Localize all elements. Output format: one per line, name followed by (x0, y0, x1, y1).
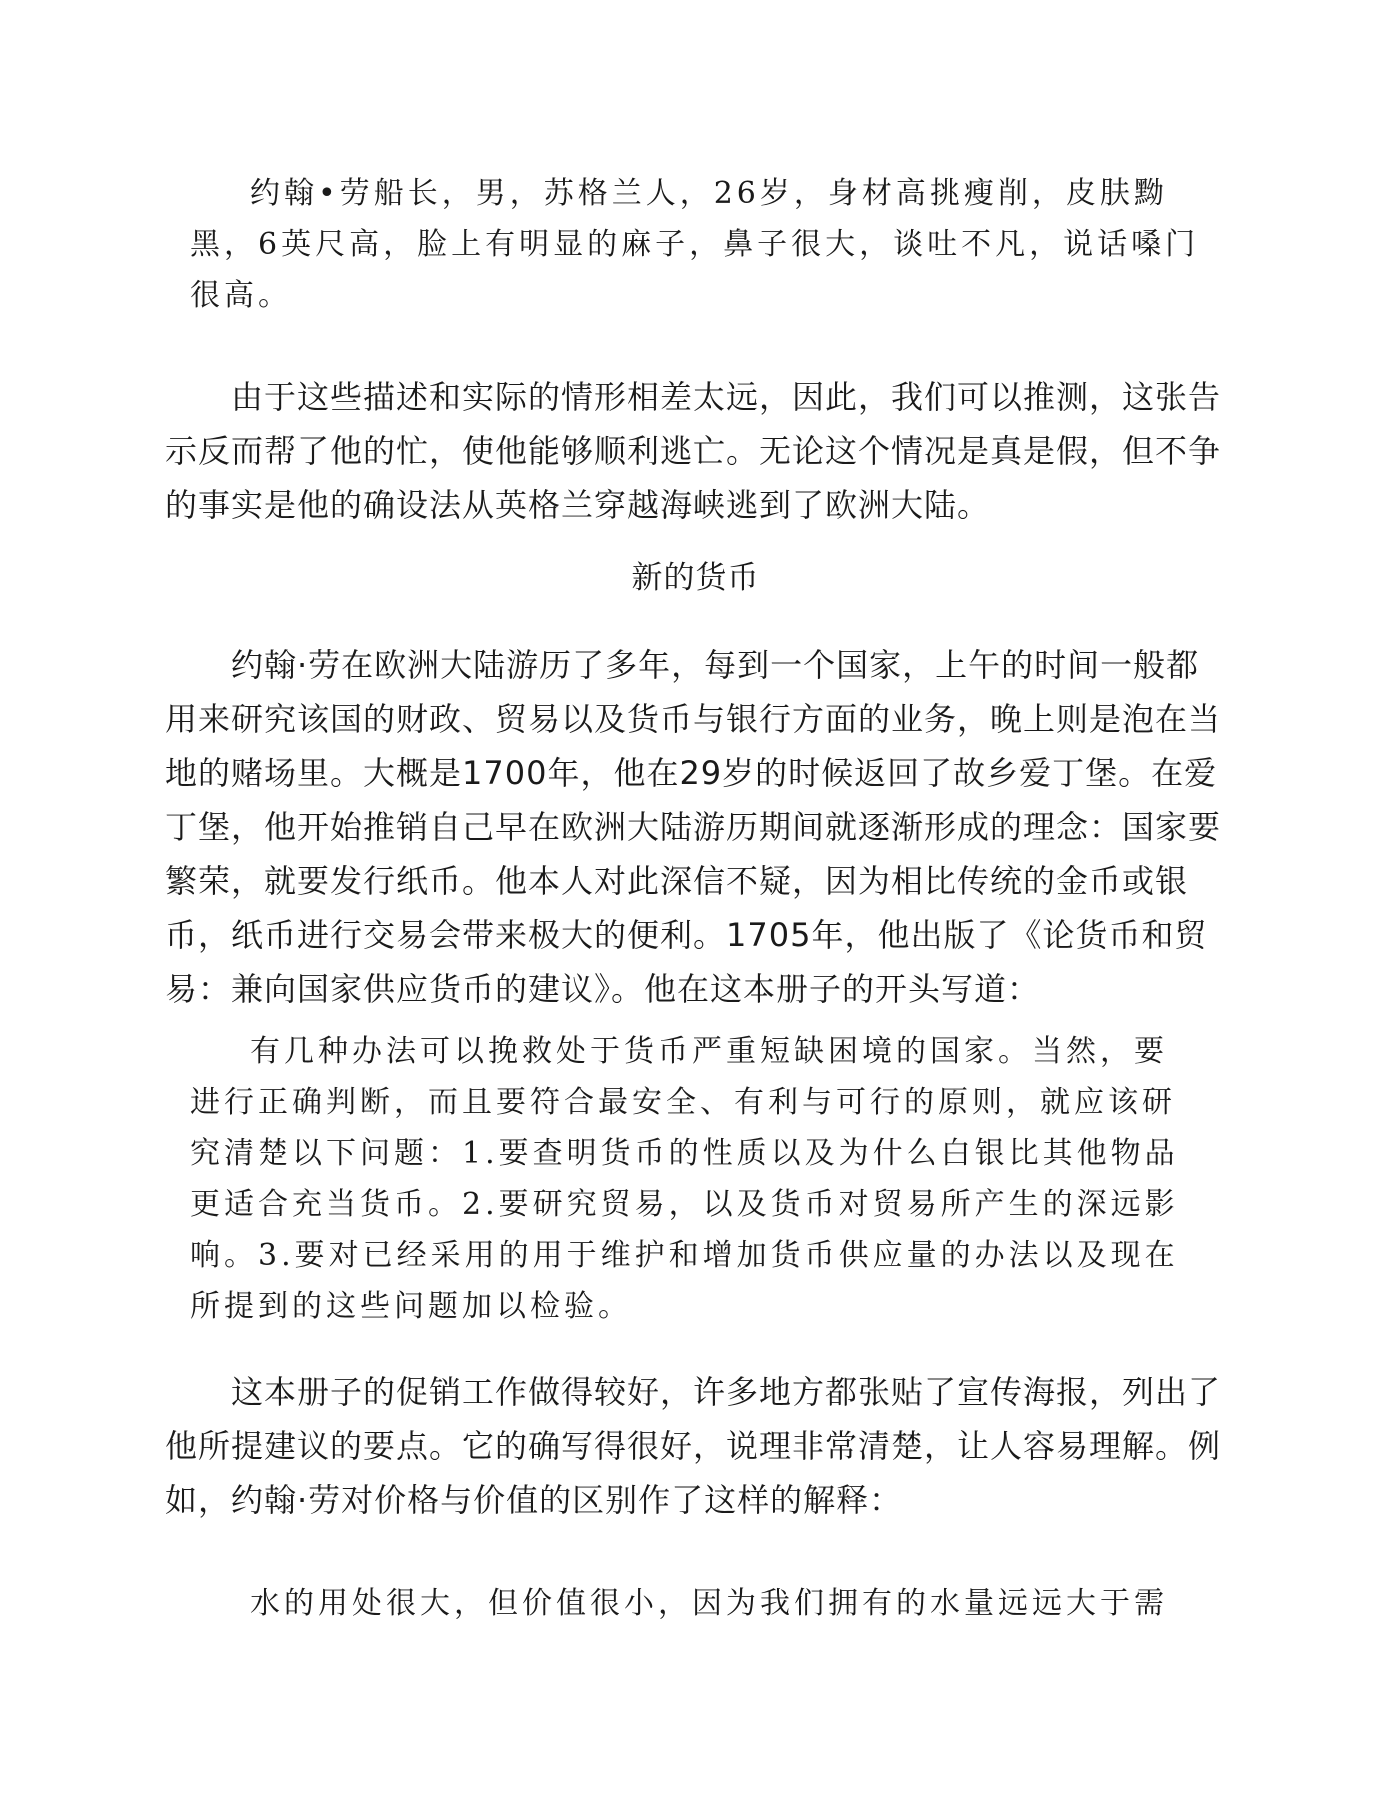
quote-pamphlet-opening: 有几种办法可以挽救处于货币严重短缺困境的国家。当然，要进行正确判断，而且要符合最安全、有利与可行的原则，就应该研究清楚以下问题：1.要查明货币的性质以及为什么白银比其他物品更适合充当货币。2.要研究贸易，以及货币对贸易所产生的深远影响。3.要对已经采用的用于维护和增加货币供应量的办法以及现在所提到的这些问题加以检验。 (190, 1034, 1179, 1324)
quote-water-value: 水的用处很大，但价值很小，因为我们拥有的水量远远大于需 (250, 1586, 1168, 1621)
paragraph-escape: 由于这些描述和实际的情形相差太远，因此，我们可以推测，这张告示反而帮了他的忙，使他能够顺利逃亡。无论这个情况是真是假，但不争的事实是他的确设法从英格兰穿越海峡逃到了欧洲大陆。 (165, 378, 1222, 524)
section-heading: 新的货币 (631, 560, 760, 596)
paragraph-new-currency: 约翰·劳在欧洲大陆游历了多年，每到一个国家，上午的时间一般都用来研究该国的财政、贸易以及货币与银行方面的业务，晚上则是泡在当地的赌场里。大概是1700年，他在29岁的时候返回了故乡爱丁堡。在爱丁堡，他开始推销自己早在欧洲大陆游历期间就逐渐形成的理念：国家要繁荣，就要发行纸币。他本人对此深信不疑，因为相比传统的金币或银币，纸币进行交易会带来极大的便利。1705年，他出版了《论货币和贸易：兼向国家供应货币的建议》。他在这本册子的开头写道： (165, 646, 1222, 1008)
quote-wanted-notice: 约翰•劳船长，男，苏格兰人，26岁，身材高挑瘦削，皮肤黝黑，6英尺高，脸上有明显的麻子，鼻子很大，谈吐不凡，说话嗓门很高。 (190, 176, 1200, 313)
paragraph-pamphlet-promotion: 这本册子的促销工作做得较好，许多地方都张贴了宣传海报，列出了他所提建议的要点。它的确写得很好，说理非常清楚，让人容易理解。例如，约翰·劳对价格与价值的区别作了这样的解释： (165, 1373, 1222, 1519)
